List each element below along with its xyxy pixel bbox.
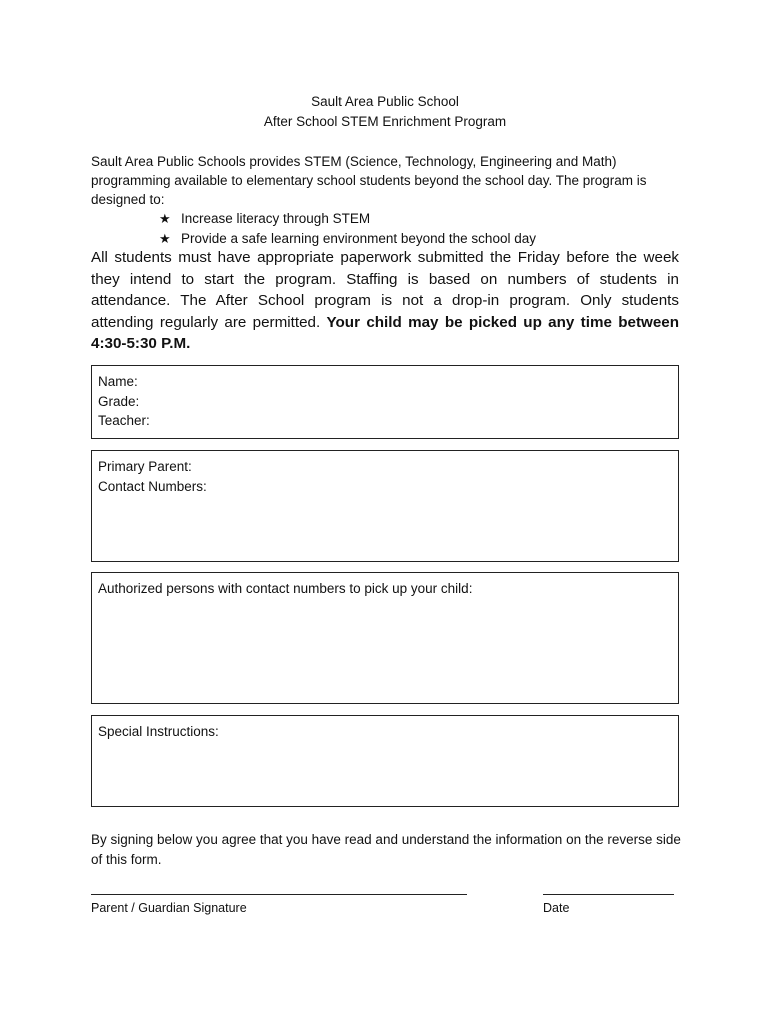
contact-numbers-label: Contact Numbers: bbox=[98, 478, 207, 494]
star-icon: ★ bbox=[159, 211, 171, 226]
authorized-persons-box[interactable] bbox=[91, 572, 679, 704]
pickup-time-notice: Your child may be picked up any time between 4:30-5:30 P.M. bbox=[91, 313, 680, 352]
special-instructions-box[interactable] bbox=[91, 715, 679, 807]
special-instructions-label: Special Instructions: bbox=[98, 724, 219, 739]
policy-text: All students must have appropriate paperwork submitted the Friday before the week they intend to start the program. Staffing is based on numbers of students in attendance. The After School program is not a drop-in program. Only students attending regularly are permitted. bbox=[91, 249, 679, 331]
goal-item bbox=[159, 229, 536, 249]
star-icon: ★ bbox=[159, 231, 171, 246]
primary-parent-label: Primary Parent: bbox=[98, 459, 192, 474]
goal-text: Increase literacy through STEM bbox=[181, 211, 371, 226]
program-title: After School STEM Enrichment Program bbox=[263, 114, 507, 129]
intro-paragraph: Sault Area Public Schools provides STEM (Science, Technology, Engineering and Math) programming available to elementary school students beyond the school day. The program is designed to: bbox=[91, 154, 647, 207]
date-label: Date bbox=[543, 901, 570, 915]
policy-paragraph bbox=[91, 247, 679, 355]
date-line[interactable] bbox=[543, 894, 674, 895]
authorized-persons-label: Authorized persons with contact numbers to pick up your child: bbox=[98, 581, 473, 596]
grade-label: Grade: bbox=[98, 393, 140, 409]
name-label: Name: bbox=[98, 374, 138, 389]
student-info-box[interactable] bbox=[91, 365, 679, 439]
goals-list bbox=[159, 209, 536, 249]
parent-info-box[interactable] bbox=[91, 450, 679, 562]
goal-item bbox=[159, 209, 536, 229]
agreement-text: By signing below you agree that you have read and understand the information on the reverse side of this form. bbox=[91, 832, 681, 867]
signature-label: Parent / Guardian Signature bbox=[91, 901, 247, 915]
goal-text: Provide a safe learning environment beyond the school day bbox=[181, 231, 536, 246]
teacher-label: Teacher: bbox=[98, 413, 150, 428]
signature-line[interactable] bbox=[91, 894, 467, 895]
school-name: Sault Area Public School bbox=[311, 94, 459, 109]
